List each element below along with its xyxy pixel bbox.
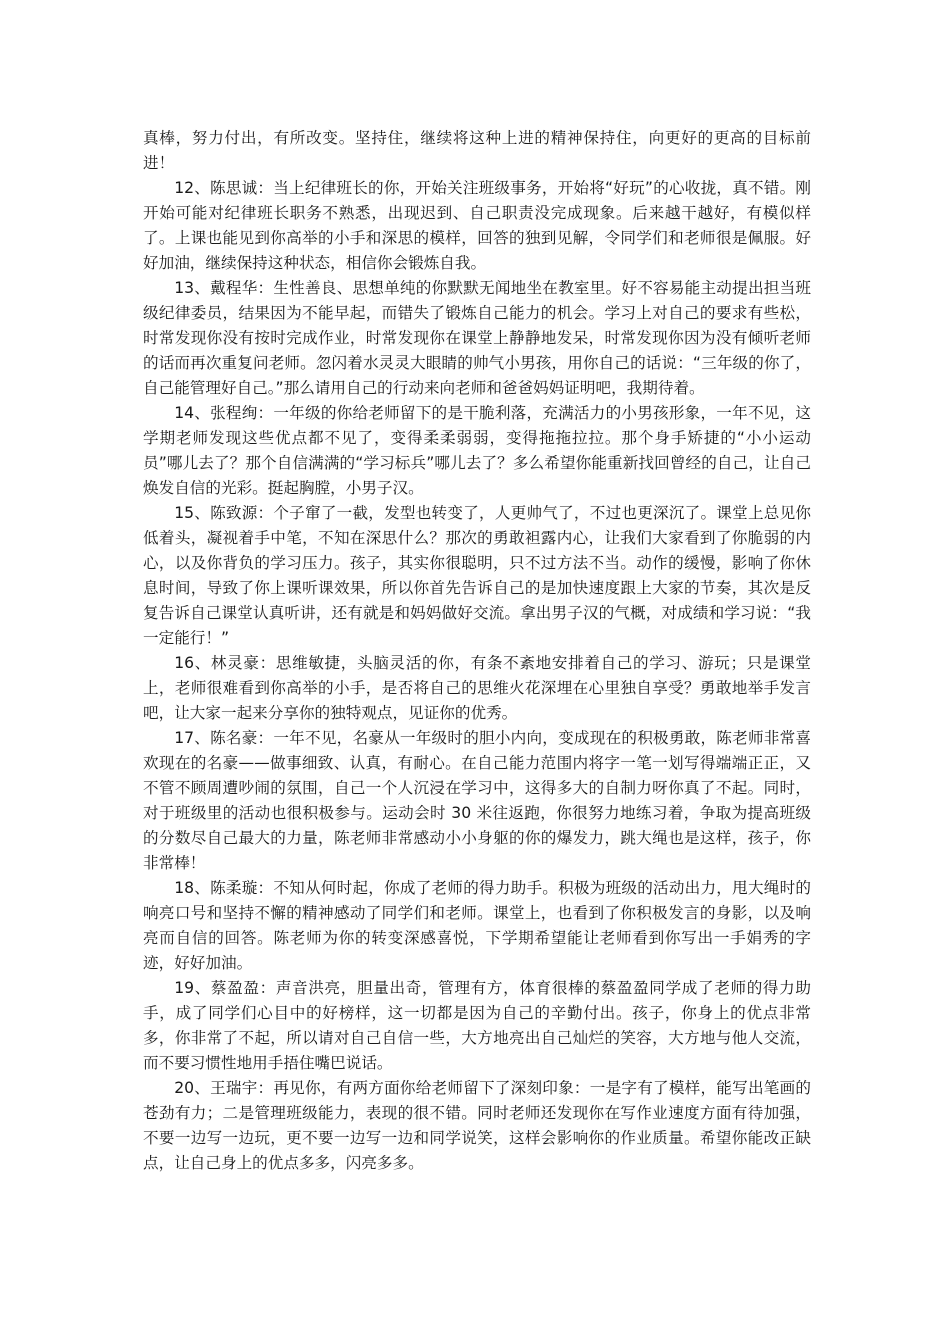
paragraph-11-continuation: 真棒，努力付出，有所改变。坚持住，继续将这种上进的精神保持住，向更好的更高的目标前进！ [143, 129, 811, 172]
paragraph-16: 16、林灵豪：思维敏捷，头脑灵活的你，有条不紊地安排着自己的学习、游玩；只是课堂上，老师很难看到你高举的小手，是否将自己的思维火花深埋在心里独自享受？勇敢地举手发言吧，让大家一起来分享你的独特观点，见证你的优秀。 [143, 654, 811, 722]
paragraph-13: 13、戴程华：生性善良、思想单纯的你默默无闻地坐在教室里。好不容易能主动提出担当班级纪律委员，结果因为不能早起，而错失了锻炼自己能力的机会。学习上对自己的要求有些松，时常发现你没有按时完成作业，时常发现你在课堂上静静地发呆，时常发现你因为没有倾听老师的话而再次重复问老师。忽闪着水灵灵大眼睛的帅气小男孩，用你自己的话说：“三年级的你了，自己能管理好自己。”那么请用自己的行动来向老师和爸爸妈妈证明吧，我期待着。 [143, 279, 811, 397]
paragraph-15: 15、陈致源：个子窜了一截，发型也转变了，人更帅气了，不过也更深沉了。课堂上总见你低着头，凝视着手中笔，不知在深思什么？那次的勇敢袒露内心，让我们大家看到了你脆弱的内心，以及你背负的学习压力。孩子，其实你很聪明，只不过方法不当。动作的缓慢，影响了你休息时间，导致了你上课听课效果，所以你首先告诉自己的是加快速度跟上大家的节奏，其次是反复告诉自己课堂认真听讲，还有就是和妈妈做好交流。拿出男子汉的气概，对成绩和学习说：“我一定能行！” [143, 504, 811, 647]
paragraph-14: 14、张程绚：一年级的你给老师留下的是干脆利落，充满活力的小男孩形象，一年不见，这学期老师发现这些优点都不见了，变得柔柔弱弱，变得拖拖拉拉。那个身手矫捷的“小小运动员”哪儿去了？那个自信满满的“学习标兵”哪儿去了？多么希望你能重新找回曾经的自己，让自己焕发自信的光彩。挺起胸膛，小男子汉。 [143, 404, 811, 497]
paragraph-18: 18、陈柔璇：不知从何时起，你成了老师的得力助手。积极为班级的活动出力，甩大绳时的响亮口号和坚持不懈的精神感动了同学们和老师。课堂上，也看到了你积极发言的身影，以及响亮而自信的回答。陈老师为你的转变深感喜悦，下学期希望能让老师看到你写出一手娟秀的字迹，好好加油。 [143, 879, 811, 972]
document-body [143, 126, 811, 1176]
paragraph-12: 12、陈思诚：当上纪律班长的你，开始关注班级事务，开始将“好玩”的心收拢，真不错。刚开始可能对纪律班长职务不熟悉，出现迟到、自己职责没完成现象。后来越干越好，有模似样了。上课也能见到你高举的小手和深思的模样，回答的独到见解，令同学们和老师很是佩服。好好加油，继续保持这种状态，相信你会锻炼自我。 [143, 179, 811, 272]
paragraph-19: 19、蔡盈盈：声音洪亮，胆量出奇，管理有方，体育很棒的蔡盈盈同学成了老师的得力助手，成了同学们心目中的好榜样，这一切都是因为自己的辛勤付出。孩子，你身上的优点非常多，你非常了不起，所以请对自己自信一些，大方地亮出自己灿烂的笑容，大方地与他人交流，而不要习惯性地用手捂住嘴巴说话。 [143, 979, 811, 1072]
paragraph-17: 17、陈名豪：一年不见，名豪从一年级时的胆小内向，变成现在的积极勇敢，陈老师非常喜欢现在的名豪——做事细致、认真，有耐心。在自己能力范围内将字一笔一划写得端端正正，又不管不顾周遭吵闹的氛围，自己一个人沉浸在学习中，这得多大的自制力呀你真了不起。同时，对于班级里的活动也很积极参与。运动会时 30 米往返跑，你很努力地练习着，争取为提高班级的分数尽自己最大的力量，陈老师非常感动小小身躯的你的爆发力，跳大绳也是这样，孩子，你非常棒！ [143, 729, 811, 872]
paragraph-20: 20、王瑞宇：再见你，有两方面你给老师留下了深刻印象：一是字有了模样，能写出笔画的苍劲有力；二是管理班级能力，表现的很不错。同时老师还发现你在写作业速度方面有待加强，不要一边写一边玩，更不要一边写一边和同学说笑，这样会影响你的作业质量。希望你能改正缺点，让自己身上的优点多多，闪亮多多。 [143, 1079, 811, 1172]
